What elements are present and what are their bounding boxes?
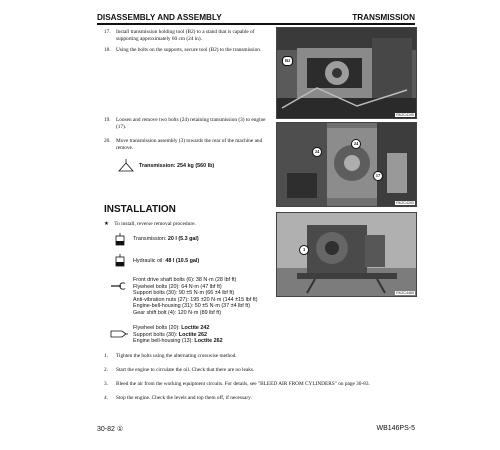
step-text: Bleed the air from the working equipment circuits. For details, see "BLEED AIR FROM CYLINDERS" on page 30-83. xyxy=(116,381,370,387)
step-number: 1. xyxy=(104,353,108,359)
torque-specs xyxy=(133,277,258,317)
weight-icon xyxy=(116,158,136,177)
transmission-weight: Transmission: 254 kg (560 lb) xyxy=(139,163,215,169)
step-number: 2. xyxy=(104,367,108,373)
step-text: Start the engine to circulate the oil. Check that there are no leaks. xyxy=(116,367,255,373)
step-19 xyxy=(104,117,276,131)
torque-line: Anti-vibration nuts (27): 195 ±20 N·m (144 ±15 lbf ft) xyxy=(133,296,258,303)
callout-3: 3 xyxy=(299,245,309,255)
torque-line: Support bolts (30): 90 ±5 N·m (66 ±4 lbf ft) xyxy=(133,290,235,297)
step-text: Install transmission holding tool (B2) to a stand that is capable of supporting approximately 60 cm (24 in). xyxy=(116,29,255,42)
loctite-line: Engine bell-housing (13): Loctite 262 xyxy=(133,338,223,345)
installation-note xyxy=(104,221,196,228)
final-step-3 xyxy=(104,381,414,388)
torque-line: Flywheel bolts (20): 64 N·m (47 lbf ft) xyxy=(133,283,222,290)
step-number: 18. xyxy=(104,47,111,53)
step-number: 19. xyxy=(104,117,111,123)
step-17 xyxy=(104,29,276,43)
callout-24-left: 24 xyxy=(312,147,322,157)
figure-code: RKZC4190 xyxy=(396,113,414,117)
callout-24-right: 24 xyxy=(351,139,361,149)
chapter-title: TRANSMISSION xyxy=(352,13,415,22)
callout-17: 17 xyxy=(373,171,383,181)
installation-heading: INSTALLATION xyxy=(104,204,176,215)
page-number: 30-82 ① xyxy=(97,426,124,433)
figure-transmission-bolts xyxy=(276,122,417,207)
step-text: Move transmission assembly (3) towards the rear of the machine and remove. xyxy=(116,138,263,151)
loctite-line: Support bolts (30): Loctite 262 xyxy=(133,331,208,338)
torque-line: Gear shift bolt (4): 120 N·m (89 lbf ft) xyxy=(133,309,222,316)
loctite-specs xyxy=(133,325,223,345)
model-number: WB146PS-5 xyxy=(376,425,415,432)
bullet-icon: ★ xyxy=(104,221,109,227)
step-text: Stop the engine. Check the levels and top them off, if necessary. xyxy=(116,395,252,401)
figure-transmission-assembly xyxy=(276,212,417,297)
final-step-1 xyxy=(104,353,414,360)
installation-note-text: To install, reverse removal procedure. xyxy=(114,221,196,227)
hydraulic-oil-icon xyxy=(114,253,126,272)
torque-line: Engine-bell-housing (31): 50 ±5 N·m (37 ±4 lbf ft) xyxy=(133,303,251,310)
step-number: 3. xyxy=(104,381,108,387)
step-text: Using the bolts on the supports, secure tool (B2) to the transmission. xyxy=(116,47,262,53)
figure-code: RKZC4200 xyxy=(396,201,414,205)
callout-b2: B2 xyxy=(282,56,293,66)
step-number: 17. xyxy=(104,29,111,35)
step-number: 20. xyxy=(104,138,111,144)
transmission-oil-capacity: Transmission: 20 l (5.3 gal) xyxy=(133,236,199,242)
final-step-4 xyxy=(104,395,414,402)
step-text: Tighten the bolts using the alternating crosswise method. xyxy=(116,353,237,359)
oil-can-icon xyxy=(114,232,126,251)
step-text: Loosen and remove two bolts (24) retaining transmission (3) to engine (17). xyxy=(116,117,266,130)
step-18 xyxy=(104,47,276,54)
adhesive-tube-icon xyxy=(110,326,128,344)
header-rule xyxy=(97,23,415,25)
wrench-icon xyxy=(110,278,128,296)
figure-transmission-holding-tool xyxy=(276,27,417,119)
torque-line: Front drive shaft bolts (6): 38 N·m (28 lbf ft) xyxy=(133,277,237,283)
loctite-line: Flywheel bolts (20): Loctite 242 xyxy=(133,325,210,331)
figure-code: RKZC4460 xyxy=(396,291,414,295)
section-title: DISASSEMBLY AND ASSEMBLY xyxy=(97,13,222,22)
step-number: 4. xyxy=(104,395,108,401)
step-20 xyxy=(104,138,276,152)
hydraulic-oil-capacity: Hydraulic oil: 48 l (10.5 gal) xyxy=(133,258,200,264)
final-step-2 xyxy=(104,367,414,374)
